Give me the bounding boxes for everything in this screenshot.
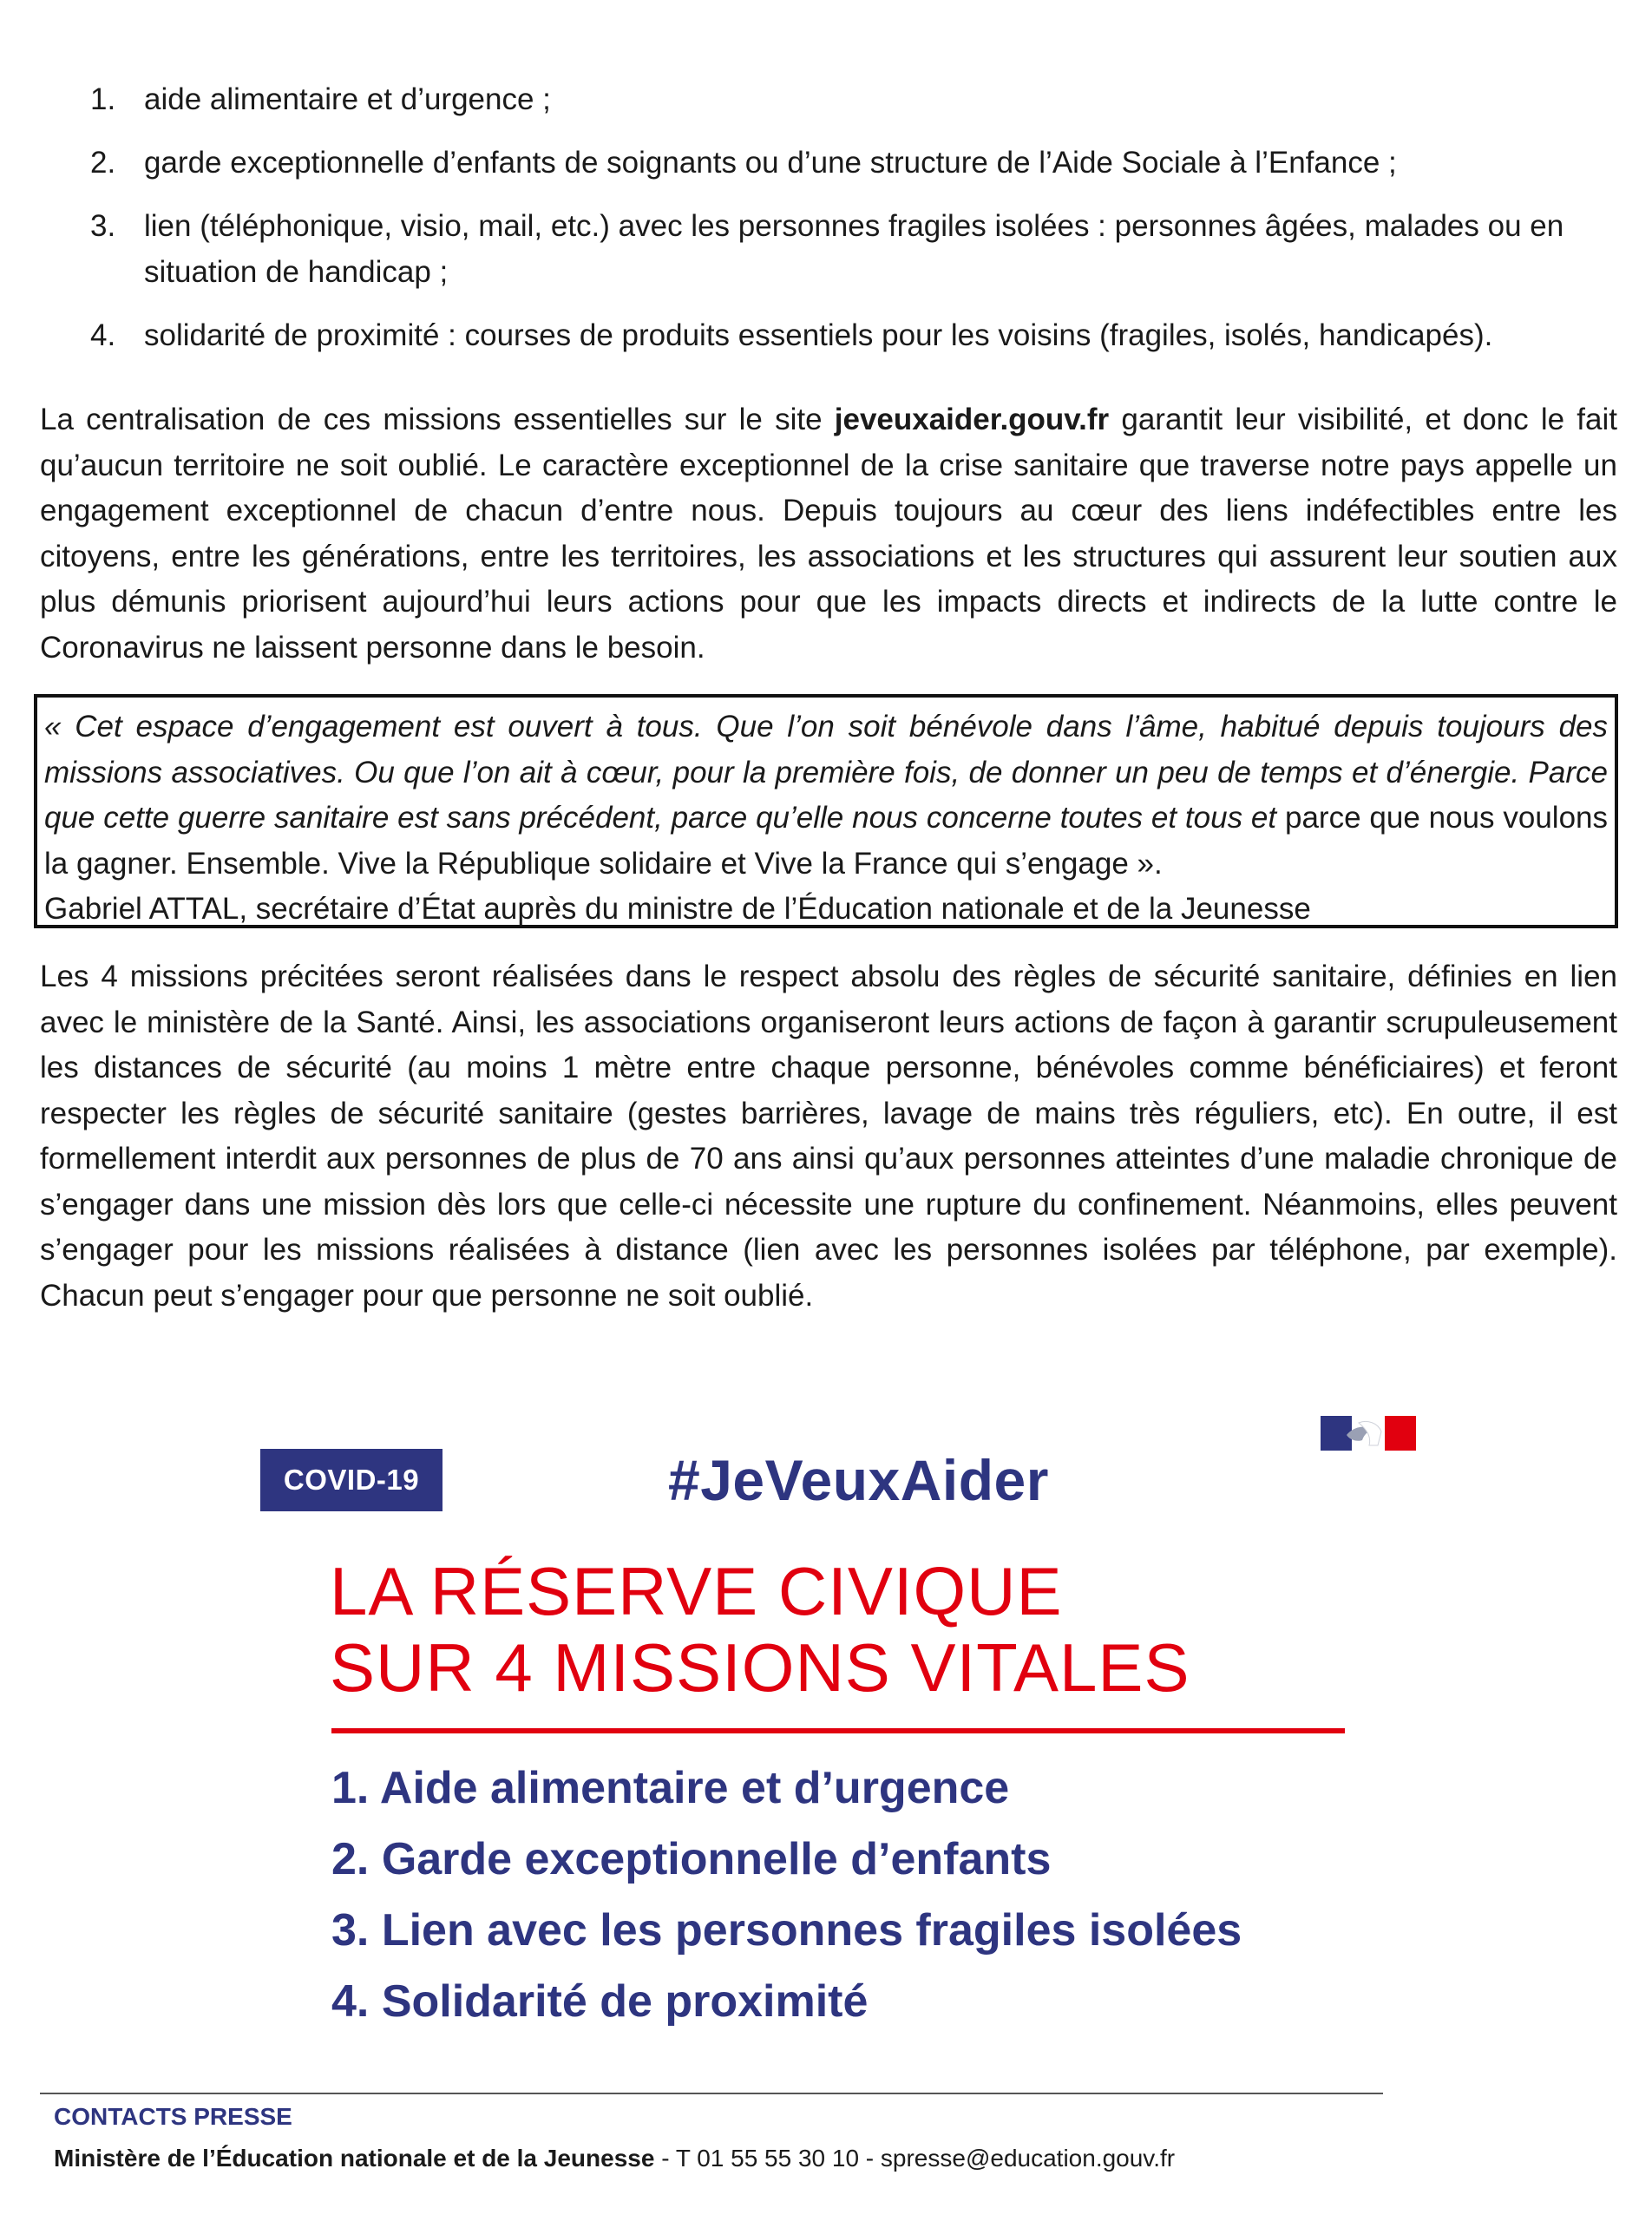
- quote-regular-text: parce que nous voulons la gagner. Ensemble. Vive la République solidaire et Vive la France qui s’engage ».: [44, 801, 1609, 881]
- list-item: [90, 140, 1617, 186]
- missions-numbered-list: [90, 76, 1617, 376]
- list-item-text: garde exceptionnelle d’enfants de soignants ou d’une structure de l’Aide Sociale à l’Enfance ;: [144, 146, 1397, 180]
- hashtag-title: #JeVeuxAider: [668, 1448, 1049, 1512]
- headline-line: LA RÉSERVE CIVIQUE: [330, 1553, 1063, 1629]
- quote-author: Gabriel ATTAL, secrétaire d’État auprès du ministre de l’Éducation nationale et de la Jeunesse: [44, 892, 1311, 926]
- banner-mission-item: 2. Garde exceptionnelle d’enfants: [331, 1834, 1052, 1884]
- footer-divider: [40, 2093, 1383, 2094]
- list-item: [90, 312, 1617, 358]
- contacts-label: CONTACTS PRESSE: [54, 2103, 292, 2130]
- banner-mission-item: 1. Aide alimentaire et d’urgence: [331, 1763, 1010, 1813]
- list-number: 3.: [90, 209, 116, 243]
- site-link[interactable]: jeveuxaider.gouv.fr: [834, 403, 1110, 436]
- covid-badge: COVID-19: [260, 1449, 442, 1511]
- ministry-name: Ministère de l’Éducation nationale et de la Jeunesse: [54, 2145, 655, 2172]
- list-item-text: lien (téléphonique, visio, mail, etc.) avec les personnes fragiles isolées : personnes âgées, malades ou en situation de handicap ;: [144, 209, 1564, 289]
- paragraph-text: La centralisation de ces missions essentielles sur le site: [40, 403, 835, 436]
- list-item: [90, 76, 1617, 122]
- banner-mission-item: 4. Solidarité de proximité: [331, 1976, 869, 2027]
- list-number: 2.: [90, 146, 116, 180]
- safety-paragraph: Les 4 missions précitées seront réalisées dans le respect absolu des règles de sécurité sanitaire, définies en lien avec le ministère de la Santé. Ainsi, les associations organiseront leurs actions de façon à garantir scrupuleusement les distances de sécurité (au moins 1 mètre entre chaque personne, bénévoles comme bénéficiaires) et feront respecter les règles de sécurité sanitaire (gestes barrières, lavage de mains très réguliers, etc). En outre, il est formellement interdit aux personnes de plus de 70 ans ainsi qu’aux personnes atteintes d’une maladie chronique de s’engager dans une mission dès lors que celle-ci nécessite une rupture du confinement. Néanmoins, elles peuvent s’engager pour les missions réalisées à distance (lien avec les personnes isolées par téléphone, par exemple). Chacun peut s’engager pour que personne ne soit oublié.: [40, 960, 1617, 1313]
- list-item: [90, 203, 1617, 295]
- quote-italic-text: « Cet espace d’engagement est ouvert à tous. Que l’on soit bénévole dans l’âme, habitué depuis toujours des missions associatives. Ou que l’on ait à cœur, pour la première fois, de donner un peu de temps et d’énergie. Parce que cette guerre sanitaire est sans précédent, parce qu’elle nous concerne toutes et tous et: [44, 710, 1608, 835]
- list-item-text: solidarité de proximité : courses de produits essentiels pour les voisins (fragiles, isolés, handicapés).: [144, 318, 1493, 352]
- list-number: 1.: [90, 82, 116, 116]
- headline-line: SUR 4 MISSIONS VITALES: [330, 1629, 1190, 1706]
- banner-headline: [330, 1553, 1371, 1706]
- banner-missions-list: [331, 1753, 1242, 2037]
- red-divider: [331, 1728, 1345, 1733]
- centralisation-paragraph: [40, 397, 1617, 671]
- list-number: 4.: [90, 318, 116, 352]
- quote-box: [34, 694, 1618, 928]
- list-item-text: aide alimentaire et d’urgence ;: [144, 82, 551, 116]
- banner-mission-item: 3. Lien avec les personnes fragiles isolées: [331, 1905, 1242, 1956]
- contacts-line: [54, 2143, 1175, 2174]
- paragraph-text: garantit leur visibilité, et donc le fait qu’aucun territoire ne soit oublié. Le caractère exceptionnel de la crise sanitaire que traverse notre pays appelle un engagement exceptionnel de chacun d’entre nous. Depuis toujours au cœur des liens indéfectibles entre les citoyens, entre les générations, entre les territoires, les associations et les structures qui assurent leur soutien aux plus démunis priorisent aujourd’hui leurs actions pour que les impacts directs et indirects de la lutte contre le Coronavirus ne laissent personne dans le besoin.: [40, 403, 1617, 665]
- jeveuxaider-banner: [252, 1405, 1440, 2047]
- marianne-logo-icon: [1321, 1416, 1416, 1451]
- contact-details[interactable]: - T 01 55 55 30 10 - spresse@education.gouv.fr: [654, 2145, 1176, 2172]
